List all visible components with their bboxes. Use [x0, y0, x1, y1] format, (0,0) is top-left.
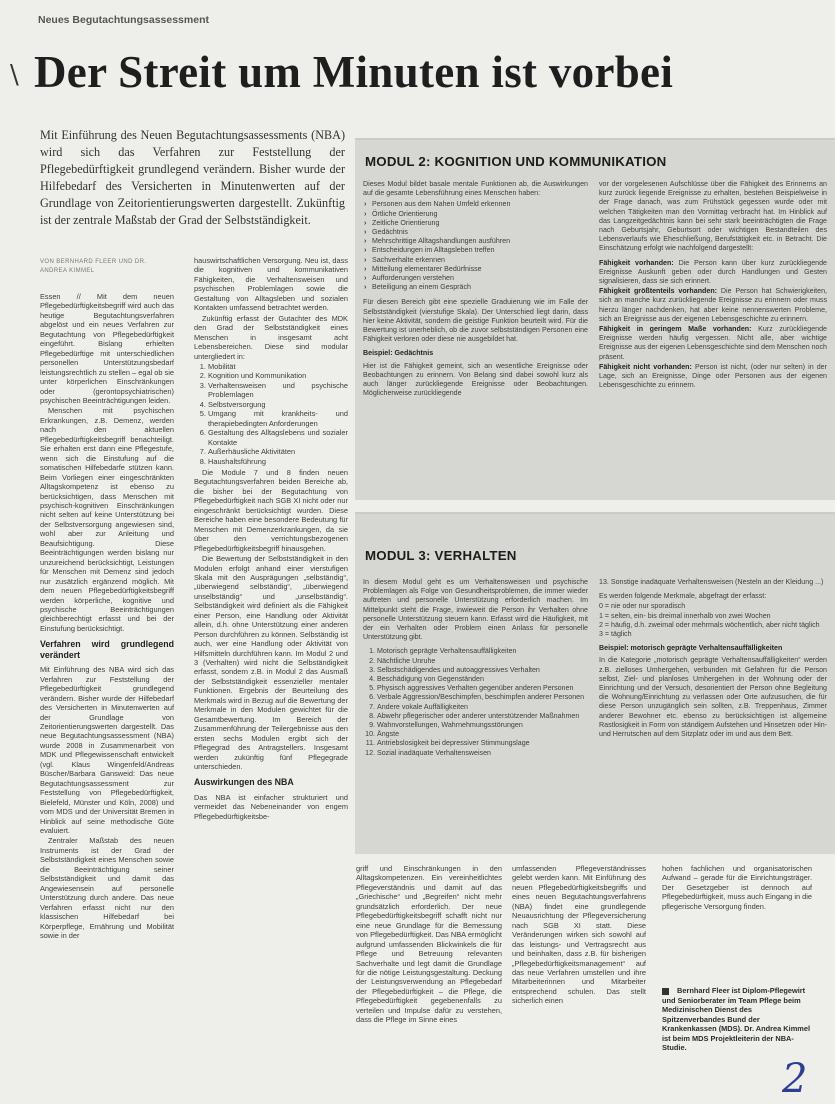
- box-paragraph: Es werden folgende Merkmale, abgefragt der erfasst:: [599, 592, 767, 601]
- list-item: › Zeitliche Orientierung: [363, 219, 588, 228]
- page-number: 2: [782, 1056, 808, 1102]
- article-column-1: [40, 292, 174, 1092]
- box-intro: Dieses Modul bildet basale mentale Funktionen ab, die Auswirkungen auf die gesamte Lebensführung eines Menschen haben:: [363, 180, 588, 198]
- subheading: Auswirkungen des NBA: [194, 777, 294, 788]
- list-item: › Mehrschrittige Alltagshandlungen ausführen: [363, 237, 588, 246]
- list-item: 2. Nächtliche Unruhe: [377, 657, 588, 666]
- list-item: 11. Antriebslosigkeit bei depressiver Stimmungslage: [377, 739, 588, 748]
- body-paragraph: Die Bewertung der Selbstständigkeit in den Modulen erfolgt anhand einer vierstufigen Skala mit den Ausprägungen „selbständig“, „überwiegend selbständig“, „überwiegend unselbständig“ und „unselbständig“. Selbständigkeit wird definiert als die Fähigkeit einer Person, eine Handlung oder Aktivität allein, d.h. ohne Unterstützung einer anderen Person durchführen zu können. Selbständig ist auch, wer eine Handlung oder Aktivität von Hilfsmitteln durchführen kann. Im Modul 2 und 3 (Verhalten) wird nicht die Selbständigkeit erfasst, sondern z.B. in Modul 2 das Ausmaß der Selbstständigkeit essenzieller mentaler Funktionen. Ergebnis der Beurteilung des Merkmals wird in Bezug auf die Bewertung der Merkmale in den Modulen gewichtet für die Gesamtbewertung. Im Bereich der Zusammenführung der Teilergebnisse aus den ersten sechs Modulen ergibt sich der Pflegegrad des Antragstellers. Insgesamt werden zukünftig fünf Pflegegrade unterschieden.: [194, 554, 348, 772]
- list-item: 1. Mobilität: [208, 362, 348, 371]
- body-paragraph: hohen fachlichen und organisatorischen Aufwand – gerade für die Einrichtungsträger. Der Gesetzgeber ist dennoch auf Pflegebedürftigkeit, muss auch Eingang in die pflegerische Versorgung finden.: [662, 864, 812, 911]
- box-intro: In diesem Modul geht es um Verhaltensweisen und psychische Problemlagen als Folge von Gesundheitsproblemen, die immer wieder auftreten und personelle Unterstützung erforderlich machen. Im Mittelpunkt steht die Frage, inwieweit die Person ihr Verhalten ohne personelle Unterstützung steuern kann. Erfasst wird die Häufigkeit, mit der ein Verhalten oder Problem einen Anlass für personelle Unterstützung gibt.: [363, 578, 588, 642]
- list-item: › Beteiligung an einem Gespräch: [363, 283, 588, 292]
- example-label: Beispiel: motorisch geprägte Verhaltensauffälligkeiten: [599, 644, 783, 653]
- square-bullet-icon: [662, 988, 669, 995]
- article-column-4: [512, 864, 646, 1096]
- box-paragraph: Hier ist die Fähigkeit gemeint, sich an wesentliche Ereignisse oder Beobachtungen zu erinnern. Von Belang sind dabei sowohl kurz als auch länger zurückliegende Ereignisse oder Beobachtungen. Möglicherweise zurückliegende: [363, 361, 588, 398]
- section-label: Neues Begutachtungsassessment: [38, 14, 209, 26]
- scale-item: 1 = selten, ein- bis dreimal innerhalb von zwei Wochen: [599, 611, 771, 620]
- list-item: 9. Wahnvorstellungen, Wahrnehmungsstörungen: [377, 721, 588, 730]
- list-item: 4. Beschädigung von Gegenständen: [377, 675, 588, 684]
- body-paragraph: Essen // Mit dem neuen Pflegebedürftigkeitsbegriff wird auch das heutige Begutachtungsverfahren abgelöst und ein neues Verfahren zur Begutachtung von Pflegebedürftigkeit eingeführt. Bislang erhielten Pflegebedürftige mit unterschiedlichen personellen Unterstützungsbedarf leistungsrechtlich zu stellen – egal ob sie unter körperlichen Einschränkungen oder (gerontopsychiatrischen) psychischen Beeinträchtigungen leiden.: [40, 292, 174, 405]
- scale-item: 3 = täglich: [599, 630, 632, 639]
- article-column-5: [662, 864, 812, 976]
- article-column-2: [194, 256, 348, 1092]
- list-item: 8. Abwehr pflegerischer oder anderer unterstützender Maßnahmen: [377, 712, 588, 721]
- article-column-3: [356, 864, 502, 1096]
- box-paragraph: Für diesen Bereich gibt eine spezielle Graduierung wie im Falle der Selbstständigkeit (vierstufige Skala). Der Unterschied liegt darin, dass hier keine Aktivität, sondern die geistige Funktion beurteilt wird. Für die Bewertung ist unerheblich, ob die zuvor selbstständigen Personen eine Fähigkeit verloren oder diese nie ausgebildet hat.: [363, 298, 588, 344]
- box-column-left: [363, 180, 588, 498]
- box-column-right: [599, 180, 827, 498]
- body-paragraph: griff und Einschränkungen in den Alltagskompetenzen. Ein vereinheitlichtes Pflegeverständnis und damit auf das „Griechische“ und „Begreifen“ nicht mehr grundsätzlich erforderlich. Der neue Pflegebedürftigkeitsbegriff schafft nicht nur eine neue Grundlage für die Bemessung von Pflegebedürftigkeit. Das NBA ermöglicht aufgrund umfassenden Blickwinkels die für Pflege und Betreuung relevanten Sachverhalte und legt damit die Grundlage für die nötige Leistungsgestaltung. Deckung der Leistungsverwendung an Pflegebedarf der Pflegebedürftigkeit – die Pflege, die Pflegebedürftigkeit gegebenenfalls zu verteilen und Impulse dafür zu verstehen, dass die Pflege im Sinne eines: [356, 864, 502, 1025]
- list-item: 5. Physisch aggressives Verhalten gegenüber anderen Personen: [377, 684, 588, 693]
- body-paragraph: Die Module 7 und 8 finden neuen Begutachtungsverfahren beiden Bereiche ab, die bisher bei der Begutachtung von Pflegebedürftigkeit nach SGB XI nicht oder nur eingeschränkt berücksichtigt wurden. Diese Bereiche haben eine besondere Bedeutung für Menschen mit Demenzerkrankungen, da sie über den verrichtungsbezogenen Pflegebedürftigkeitsbegriff hinausgehen.: [194, 467, 348, 553]
- rating-text: Kurz zurückliegende Ereignisse werden häufig vergessen. Nicht alle, aber wichtige Ereignisse aus der eigenen Lebensgeschichte sind dem Menschen noch präsent.: [599, 325, 827, 361]
- criteria-list: [377, 647, 588, 757]
- list-item: 6. Gestaltung des Alltagslebens und sozialer Kontakte: [208, 428, 348, 447]
- rating-text: Die Person hat Schwierigkeiten, sich an manche kurz zurückliegende Ereignisse zu erinnern oder muss hierzu länger nachdenken, hat aber keine nennenswerten Probleme, sich an Ereignisse aus der eigenen Lebensgeschichte zu erinnern.: [599, 287, 827, 323]
- rating-label: Fähigkeit nicht vorhanden:: [599, 362, 692, 371]
- box-column-right: [599, 578, 827, 852]
- rating-label: Fähigkeit vorhanden:: [599, 258, 674, 267]
- box-title: MODUL 3: VERHALTEN: [365, 548, 517, 563]
- list-item: › Mitteilung elementarer Bedürfnisse: [363, 265, 588, 274]
- box-paragraph: vor der vorgelesenen Aufschlüsse über die Fähigkeit des Erinnerns an kurz zurück liegende Ereignisse zu erhalten, bestehen Beispielweise in der Frage danach, was zum Frühstück gegessen wurde oder mit welchen Tätigkeiten man den Vormittag verbracht hat. Im Hinblick auf das Langzeitgedächtnis kann bei sehr stark beeinträchtigten die Frage nach Geburtsjahr, Geburtsort oder wichtigen Bestandteilen des Lebensverlaufs wie Eheschließung, Berufstätigkeit etc. in Betracht. Die Einschätzung erfolgt wie nachfolgend dargestellt:: [599, 180, 827, 253]
- list-item: › Gedächtnis: [363, 228, 588, 237]
- rating-text: Person ist nicht, (oder nur selten) in der Lage, sich an Ereignisse, Dinge oder Personen aus der eigenen Lebensgeschichte zu erinnern.: [599, 362, 827, 390]
- byline: VON BERNHARD FLEER UND DR. ANDREA KIMMEL: [40, 259, 147, 274]
- subheading: Verfahren wird grundlegend verändert: [40, 639, 174, 660]
- author-text: Bernhard Fleer ist Diplom-Pflegewirt und Seniorberater im Team Pflege beim Medizinischen Dienst des Spitzenverbandes Bund der Krankenkassen (MDS). Dr. Andrea Kimmel ist beim MDS Projektleiterin der NBA-Studie.: [662, 986, 810, 1052]
- module-list: [208, 362, 348, 466]
- list-item: › Örtliche Orientierung: [363, 210, 588, 219]
- body-paragraph: Zentraler Maßstab des neuen Instruments ist der Grad der Selbstständigkeit eines Menschen sowie die Beeinträchtigung seiner Selbstständigkeit und damit das Angewiesensein auf personelle Unterstützung durch andere. Das neue Verfahren erfasst nicht nur den klassischen Hilfebedarf bei Körperpflege, Ernährung und Mobilität sowie in der: [40, 836, 174, 940]
- margin-mark: \: [10, 60, 19, 90]
- body-paragraph: Mit Einführung des NBA wird sich das Verfahren zur Feststellung der Pflegebedürftigkeit grundlegend verändern. Bisher wurde der Hilfebedarf des Versicherten in Minutenwerten auf der Grundlage von Zeitorientierungswerten dargestellt. Das neue Begutachtungsassessment (NBA) wurde 2008 in Zusammenarbeit von MDK und Pflegewissenschaft entwickelt (vgl. Klaus Wingenfeld/Andreas Büscher/Barbara Gansweid: Das neue Begutachtungsassessment zur Feststellung von Pflegebedürftigkeit, Bielefeld, Münster und Köln, 2008) und vom MDS und der Universität Bremen in Hinblick auf seine methodische Güte evaluiert.: [40, 665, 174, 836]
- body-paragraph: Menschen mit psychischen Erkrankungen, z.B. Demenz, werden nach den aktuellen Pflegebedürftigkeitsbegriff benachteiligt. Sie erhalten erst dann eine Pflegestufe, wenn sich die Einstufung auf die somatischen Hilfebedarfe stützen kann. Beim Vorliegen einer eingeschränkten Alltagskompetenz ist ebenso zu berücksichtigen, dass Menschen mit psychisch-kognitiven Einschränkungen nicht selten auf keine Unterstützung bei der Selbstversorgung angewiesen sind, wohl aber zur Anleitung und Beaufsichtigung. Diese Beeinträchtigungen werden bislang nur unzureichend berücksichtigt, Leistungen für Menschen mit Demenz sind jedoch nur zusätzlich ergänzend möglich. Mit dem neuen Pflegebedürftigkeitsbegriff werden körperliche, kognitive und psychische Beeinträchtigungen gleichberechtigt erfasst und bei der Einstufung berücksichtigt.: [40, 406, 174, 633]
- box-title: MODUL 2: KOGNITION UND KOMMUNIKATION: [365, 154, 667, 169]
- box-paragraph: 13. Sonstige inadäquate Verhaltensweisen (Nesteln an der Kleidung ...): [599, 578, 824, 586]
- author-note: [662, 986, 812, 1053]
- scale-item: 2 = häufig, d.h. zweimal oder mehrmals wöchentlich, aber nicht täglich: [599, 620, 820, 629]
- rating-text: Die Person kann über kurz zurückliegende Ereignisse Auskunft geben oder durch Handlungen und Gesten signalisieren, dass sie sich erinnert.: [599, 258, 827, 286]
- scale-item: 0 = nie oder nur sporadisch: [599, 602, 686, 611]
- list-item: 5. Umgang mit krankheits- und therapiebedingten Anforderungen: [208, 409, 348, 428]
- body-paragraph: umfassenden Pflegeverständnisses gelebt werden kann. Mit Einführung des neuen Pflegebedürftigkeitsbegriffs und eines neuen Begutachtungsverfahrens (NBA) findet eine grundlegende Neuausrichtung der Pflegeversicherung nach SGB XI statt. Diese Veränderungen wirken sich sowohl auf das leistungs- und Vertragsrecht aus und beinhalten, dass z.B. für bisherigen „Pflegebedürftigkeitsmanagement“ auf das neue Verfahren umstellen und ihre Mitarbeiterinnen und Mitarbeiter entsprechend schulen. Das stellt sicherlich einen: [512, 864, 646, 1006]
- list-item: › Sachverhalte erkennen: [363, 256, 588, 265]
- example-label: Beispiel: Gedächtnis: [363, 349, 434, 358]
- list-item: 10. Ängste: [377, 730, 588, 739]
- list-item: 1. Motorisch geprägte Verhaltensauffälligkeiten: [377, 647, 588, 656]
- list-item: 7. Außerhäusliche Aktivitäten: [208, 447, 348, 456]
- list-item: 6. Verbale Aggression/Beschimpfen, beschimpfen anderer Personen: [377, 693, 588, 702]
- modul-3-box: [355, 512, 835, 854]
- list-item: 7. Andere vokale Auffälligkeiten: [377, 703, 588, 712]
- rating-label: Fähigkeit in geringem Maße vorhanden:: [599, 325, 752, 334]
- list-item: 3. Verhaltensweisen und psychische Problemlagen: [208, 381, 348, 400]
- list-item: 12. Sozial inadäquate Verhaltensweisen: [377, 749, 588, 758]
- criteria-list: [363, 200, 588, 292]
- list-item: 4. Selbstversorgung: [208, 400, 348, 409]
- body-paragraph: hauswirtschaftlichen Versorgung. Neu ist, dass die kognitiven und kommunikativen Fähigkeiten, die Verhaltensweisen und psychischen Problemlagen sowie die Gestaltung von Alltagsleben und sozialen Kontakten umfassend betrachtet werden.: [194, 256, 348, 313]
- list-item: 2. Kognition und Kommunikation: [208, 371, 348, 380]
- modul-2-box: [355, 138, 835, 500]
- headline: Der Streit um Minuten ist vorbei: [34, 47, 674, 97]
- list-item: › Personen aus dem Nahen Umfeld erkennen: [363, 200, 588, 209]
- body-paragraph: Das NBA ist einfacher strukturiert und vermeidet das Nebeneinander von engem Pflegebedürftigkeitsbe-: [194, 792, 348, 821]
- list-item: 3. Selbstschädigendes und autoaggressives Verhalten: [377, 666, 588, 675]
- list-item: 8. Haushaltsführung: [208, 457, 348, 466]
- box-column-left: [363, 578, 588, 852]
- rating-label: Fähigkeit größtenteils vorhanden:: [599, 287, 718, 296]
- body-paragraph: Zukünftig erfasst der Gutachter des MDK den Grad der Selbstständigkeit eines Menschen in insgesamt acht Lebensbereichen. Diese sind modular untergliedert in:: [194, 313, 348, 361]
- list-item: › Aufforderungen verstehen: [363, 274, 588, 283]
- lead-paragraph: Mit Einführung des Neuen Begutachtungsassessments (NBA) wird sich das Verfahren zur Feststellung der Pflegebedürftigkeit grundlegend verändern. Bisher wurde der Hilfebedarf des Versicherten in Minutenwerten auf der Grundlage von Zeitorientierungswerten dargestellt. Zukünftig ist der zentrale Maßstab der Grad der Selbstständigkeit.: [40, 128, 345, 227]
- box-paragraph: In die Kategorie „motorisch geprägte Verhaltensauffälligkeiten“ werden z.B. zielloses Umhergehen, verbunden mit Gefahren für die Person selbst, Ziel- und planloses Umhergehen in der Wohnung oder der Einrichtung und der Versuch, desorientiert der Person ohne Begleitung die Wohnung/Einrichtung zu verlassen oder Orte aufzusuchen, die für diese Person unzugänglich sein sollten, z.B. Treppenhaus, Zimmer anderer Bewohner etc. ebenso zu berücksichtigen ist allgemeine Rastlosigkeit in Form von ständigem Aufstehen und Hinsetzen oder Hin- und Herrutschen auf dem Sitzplatz oder im und aus dem Bett.: [599, 656, 827, 739]
- list-item: › Entscheidungen im Alltagsleben treffen: [363, 246, 588, 255]
